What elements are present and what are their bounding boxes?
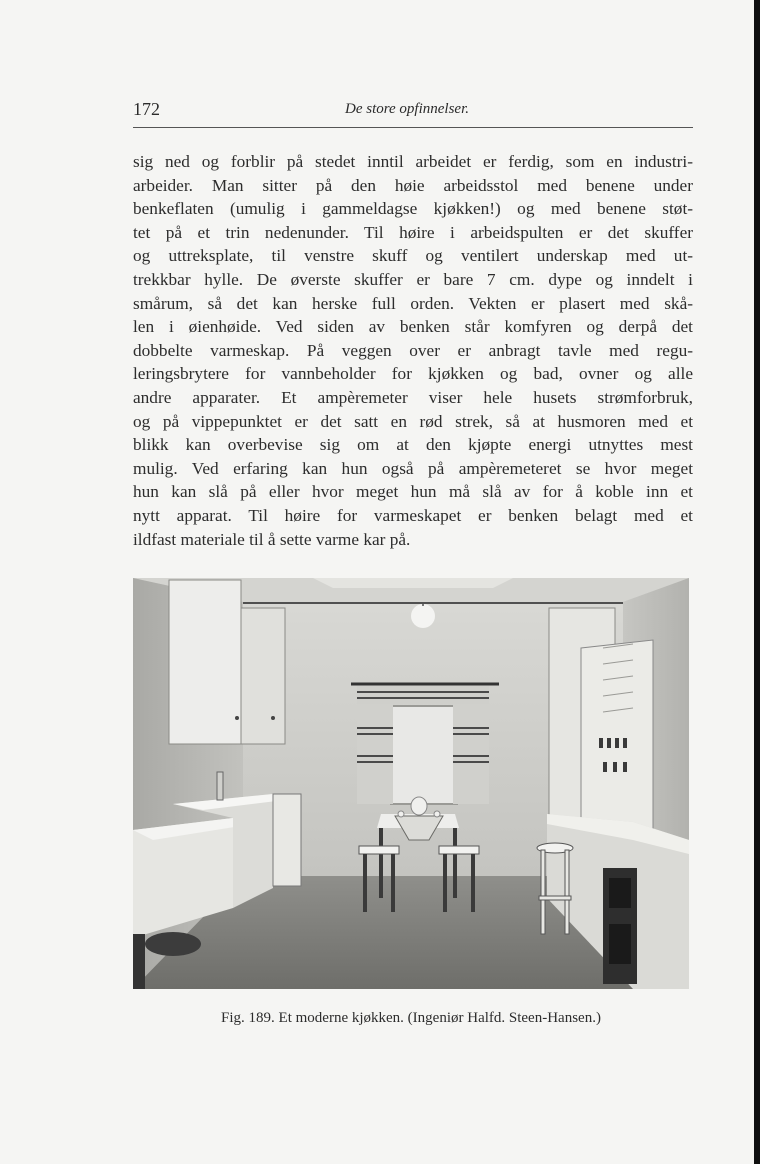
page-number: 172 [133,99,160,119]
text-line: blikk kan overbevise sig om at den kjøpte energi utnyttes mest [133,435,693,455]
text-line: mulig. Ved erfaring kan hun også på ampèremeteret se hvor meget [133,458,693,478]
text-line: tet på et trin nedenunder. Til høire i arbeidspulten er det skuffer [133,222,693,242]
text-line: nytt apparat. Til høire for varmeskapet er benken belagt med et [133,505,693,525]
body-paragraph [133,150,693,551]
text-line: benkeflaten (umulig i gammeldagse kjøkken!) og med benene støt- [133,199,693,219]
figure-caption: Fig. 189. Et moderne kjøkken. (Ingeniør Halfd. Steen-Hansen.) [221,1010,601,1026]
text-line: hun kan slå på eller hvor meget hun må slå av for å koble inn et [133,482,693,502]
text-line: og uttreksplate, til venstre skuff og ventilert underskap med ut- [133,246,693,266]
scan-edge [754,0,760,1164]
text-line: len i øienhøide. Ved siden av benken står komfyren og derpå det [133,317,693,337]
page-header [133,99,693,128]
text-line: dobbelte varmeskap. På veggen over er anbragt tavle med regu- [133,340,693,360]
text-line: og på vippepunktet er det satt en rød strek, så at husmoren med et [133,411,693,431]
text-line: smårum, så det kan herske full orden. Vekten er plasert med skå- [133,293,693,313]
text-line: ildfast materiale til å sette varme kar på. [133,529,411,549]
text-line: leringsbrytere for vannbeholder for kjøkken og bad, ovner og alle [133,364,693,384]
text-line: andre apparater. Et ampèremeter viser hele husets strømforbruk, [133,387,693,407]
kitchen-photograph [133,578,689,989]
text-line: sig ned og forblir på stedet inntil arbeidet er ferdig, som en industri- [133,152,693,171]
text-line: arbeider. Man sitter på den høie arbeidsstol med benene under [133,175,693,195]
running-title: De store opfinnelser. [345,101,470,117]
kitchen-illustration [133,578,689,989]
text-line: trekkbar hylle. De øverste skuffer er bare 7 cm. dype og inndelt i [133,269,693,289]
